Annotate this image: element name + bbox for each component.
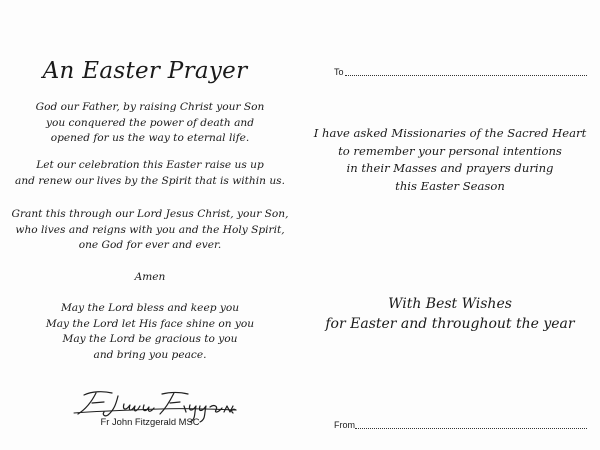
prayer-stanza-3 bbox=[0, 207, 300, 254]
prayer-amen bbox=[0, 270, 300, 286]
wishes-line: With Best Wishes bbox=[388, 296, 512, 312]
blessing-line: May the Lord bless and keep you bbox=[60, 302, 240, 314]
blessing-line: and bring you peace. bbox=[93, 348, 207, 361]
blessing-line: May the Lord let His face shine on you bbox=[45, 317, 255, 330]
best-wishes-message bbox=[300, 294, 600, 334]
from-line bbox=[334, 417, 587, 431]
from-blank-line bbox=[355, 428, 587, 429]
prayer-title: An Easter Prayer bbox=[42, 58, 248, 84]
blessing-line: May the Lord be gracious to you bbox=[62, 333, 238, 345]
message-line: I have asked Missionaries of the Sacred Heart bbox=[313, 126, 587, 140]
prayer-line: who lives and reigns with you and the Holy Spirit, bbox=[15, 223, 285, 236]
to-line bbox=[334, 64, 587, 78]
wishes-line: for Easter and throughout the year bbox=[325, 316, 575, 332]
signatory-name: Fr John Fitzgerald MSC bbox=[100, 416, 200, 427]
amen-line: Amen bbox=[134, 271, 166, 283]
message-line: this Easter Season bbox=[395, 178, 505, 193]
intentions-message bbox=[300, 125, 600, 195]
prayer-line: God our Father, by raising Christ your Son bbox=[35, 101, 265, 113]
prayer-line: and renew our lives by the Spirit that is within us. bbox=[15, 174, 285, 187]
to-blank-line bbox=[345, 75, 587, 76]
from-label: From bbox=[334, 420, 355, 430]
message-line: in their Masses and prayers during bbox=[346, 161, 554, 175]
greeting-panel bbox=[300, 0, 600, 450]
message-line: to remember your personal intentions bbox=[338, 143, 562, 158]
prayer-line: Grant this through our Lord Jesus Christ, your Son, bbox=[11, 208, 289, 220]
prayer-line: opened for us the way to eternal life. bbox=[50, 132, 250, 144]
prayer-line: you conquered the power of death and bbox=[45, 116, 255, 129]
blessing-stanza bbox=[0, 301, 300, 363]
to-label: To bbox=[334, 67, 344, 77]
prayer-stanza-2 bbox=[0, 158, 300, 189]
prayer-line: one God for ever and ever. bbox=[78, 239, 222, 251]
prayer-line: Let our celebration this Easter raise us up bbox=[36, 159, 264, 171]
prayer-stanza-1 bbox=[0, 100, 300, 147]
